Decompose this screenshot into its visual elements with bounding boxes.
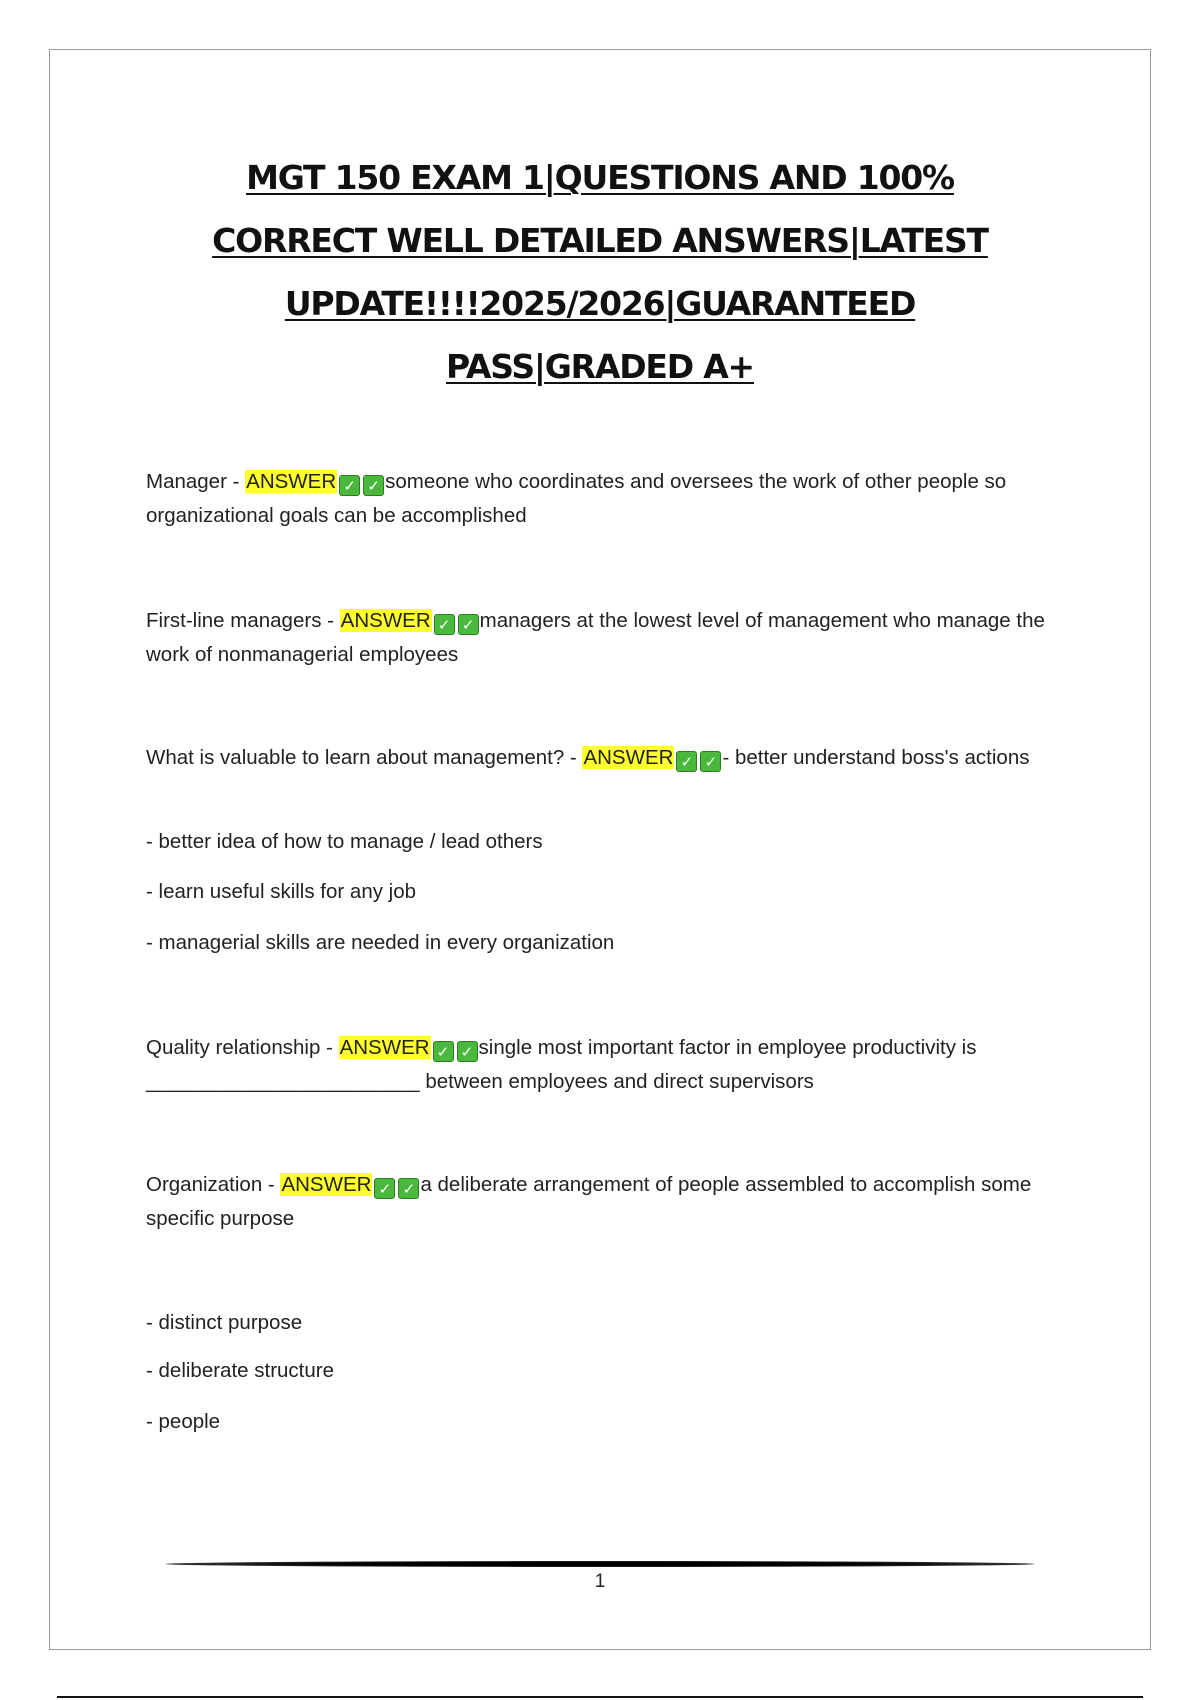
answer-label: ANSWER [583,746,674,769]
qa-entry-organization [146,1168,1066,1236]
green-checkmark-icon: ✓ [398,1178,419,1199]
green-checkmark-icon: ✓ [433,1041,454,1062]
bullet-item: - learn useful skills for any job [146,880,417,903]
page-number: 1 [594,1571,606,1592]
green-checkmark-icon: ✓ [458,614,479,635]
entry-term: First-line managers - [146,609,340,632]
bullet-item: - deliberate structure [146,1359,335,1382]
entry-definition: - better understand boss's actions [722,746,1030,769]
title-line: MGT 150 EXAM 1|QUESTIONS AND 100% [246,158,954,197]
green-checkmark-icon: ✓ [363,475,384,496]
qa-entry-valuable-to-learn [146,741,1066,775]
entry-definition: single most important factor in employee productivity is ________________________ between employees and direct supervisors [146,1036,977,1093]
bullet-item: - better idea of how to manage / lead others [146,830,543,853]
green-checkmark-icon: ✓ [434,614,455,635]
entry-definition: managers at the lowest level of management who manage the work of nonmanagerial employees [146,609,1045,666]
green-checkmark-icon: ✓ [676,751,697,772]
answer-label: ANSWER [339,1036,430,1059]
entry-term: Quality relationship - [146,1036,339,1059]
bullet-item: - distinct purpose [146,1311,303,1334]
entry-term: What is valuable to learn about management? - [146,746,583,769]
green-checkmark-icon: ✓ [457,1041,478,1062]
document-title [120,146,1080,398]
qa-entry-first-line-managers [146,604,1066,672]
footer-divider [165,1561,1035,1567]
title-line: CORRECT WELL DETAILED ANSWERS|LATEST [212,221,988,260]
bullet-item: - people [146,1410,221,1433]
entry-definition: a deliberate arrangement of people assembled to accomplish some specific purpose [146,1173,1032,1230]
qa-entry-quality-relationship [146,1031,1066,1099]
green-checkmark-icon: ✓ [339,475,360,496]
bullet-item: - managerial skills are needed in every organization [146,931,615,954]
next-page-edge [57,1696,1143,1698]
title-line: PASS|GRADED A+ [445,347,755,386]
answer-label: ANSWER [281,1173,372,1196]
qa-entry-manager [146,465,1066,533]
title-line: UPDATE!!!!2025/2026|GUARANTEED [284,284,916,323]
green-checkmark-icon: ✓ [700,751,721,772]
entry-term: Manager - [146,470,246,493]
entry-term: Organization - [146,1173,281,1196]
entry-definition: someone who coordinates and oversees the work of other people so organizational goals can be accomplished [146,470,1007,527]
answer-label: ANSWER [246,470,337,493]
green-checkmark-icon: ✓ [374,1178,395,1199]
answer-label: ANSWER [340,609,431,632]
